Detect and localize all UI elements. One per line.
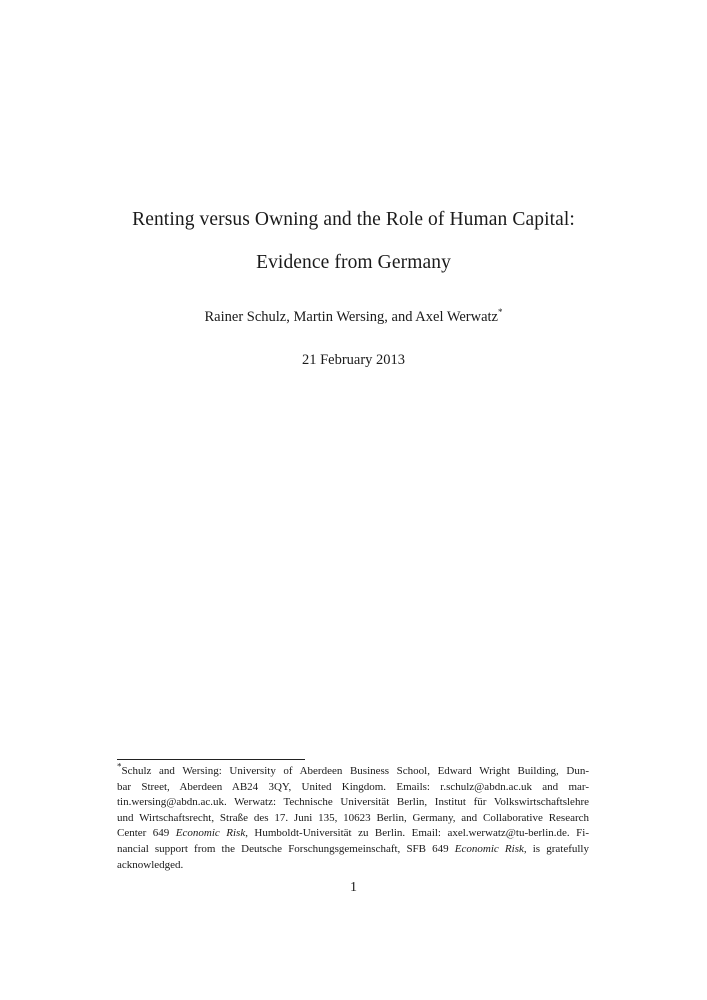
paper-date: 21 February 2013 (301, 352, 406, 368)
footnote-line-6 (117, 842, 589, 858)
footnote-line-1 (117, 761, 589, 780)
paper-authors (0, 309, 707, 326)
footnote-marker: * (117, 761, 122, 772)
author-footnote-marker: * (498, 307, 503, 318)
footnote-line-3: tin.wersing@abdn.ac.uk. Werwatz: Technische Universität Berlin, Institut für Volkswirtschaftslehre (117, 796, 589, 809)
paper-title-line-1: Renting versus Owning and the Role of Human Capital: (132, 209, 575, 230)
footnote-text-1: Schulz and Wersing: University of Aberdeen Business School, Edward Wright Building, Dun- (121, 765, 589, 777)
footnote-line-5-em: Economic Risk (175, 827, 246, 840)
footnote-line-5-post: , Humboldt-Universität zu Berlin. Email: axel.werwatz@tu-berlin.de. Fi- (245, 827, 589, 840)
footnote-line-4: und Wirtschaftsrecht, Straße des 17. Juni 135, 10623 Berlin, Germany, and Collaborative Research (117, 811, 589, 824)
footnote-line-5-pre: Center 649 (117, 827, 176, 840)
page-number: 1 (350, 880, 357, 895)
footnote-line-7: acknowledged. (117, 858, 184, 871)
footnote-line-6-post: , is gratefully (523, 842, 589, 855)
footnote-line-5 (117, 826, 589, 842)
footnote-line-6-em: Economic Risk (454, 842, 524, 855)
author-names: Rainer Schulz, Martin Wersing, and Axel Werwatz (204, 309, 498, 325)
footnote (117, 761, 589, 873)
footnote-line-2: bar Street, Aberdeen AB24 3QY, United Kingdom. Emails: r.schulz@abdn.ac.uk and mar- (117, 780, 589, 793)
paper-title-line-2: Evidence from Germany (256, 252, 451, 273)
footnote-line-6-pre: nancial support from the Deutsche Forschungsgemeinschaft, SFB 649 (117, 842, 455, 855)
footnote-divider (117, 759, 305, 760)
